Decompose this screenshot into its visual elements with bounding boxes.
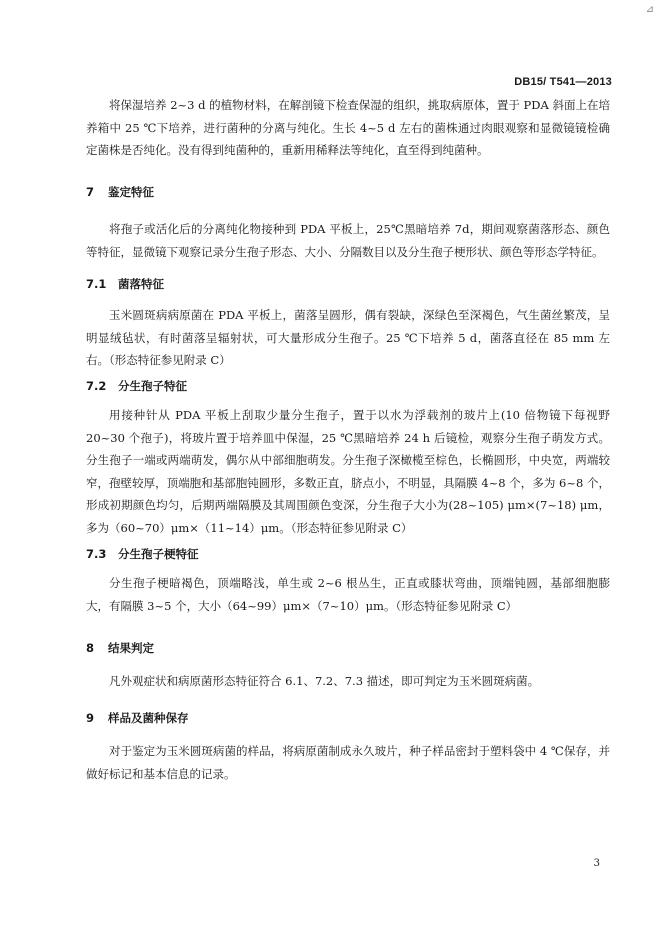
section-number: 7.3 bbox=[86, 547, 107, 561]
section-7-1-paragraph: 玉米圆斑病病原菌在 PDA 平板上，菌落呈圆形，偶有裂缺，深绿色至深褐色，气生菌丝繁茂，呈明显绒毡状，有时菌落呈辐射状，可大量形成分生孢子。25 ℃下培养 5 d，菌落直径在 85 mm 左右。（形态特征参见附录 C） bbox=[86, 308, 610, 367]
section-title: 分生孢子特征 bbox=[118, 379, 187, 393]
section-7-1-heading bbox=[86, 276, 164, 292]
section-number: 7 bbox=[86, 185, 95, 199]
intro-paragraph: 将保湿培养 2~3 d 的植物材料，在解剖镜下检查保湿的组织，挑取病原体，置于 PDA 斜面上在培养箱中 25 ℃下培养，进行菌种的分离与纯化。生长 4~5 d 左右的菌株通过肉眼观察和显微镜镜检确定菌株是否纯化。没有得到纯菌种的，重新用稀释法等纯化，直至得到纯菌种。 bbox=[86, 98, 610, 157]
section-title: 分生孢子梗特征 bbox=[118, 547, 199, 561]
section-title: 鉴定特征 bbox=[108, 185, 154, 199]
section-8-paragraph: 凡外观症状和病原菌形态特征符合 6.1、7.2、7.3 描述，即可判定为玉米圆斑病菌。 bbox=[109, 674, 540, 688]
section-number: 8 bbox=[86, 641, 95, 655]
section-7-paragraph: 将孢子或活化后的分离纯化物接种到 PDA 平板上，25℃黑暗培养 7d，期间观察菌落形态、颜色等特征，显微镜下观察记录分生孢子形态、大小、分隔数目以及分生孢子梗形状、颜色等形态学特征。 bbox=[86, 222, 610, 259]
section-7-2-paragraph: 用接种针从 PDA 平板上刮取少量分生孢子，置于以水为浮载剂的玻片上(10 倍物镜下每视野 20~30 个孢子)，将玻片置于培养皿中保湿，25 ℃黑暗培养 24 h 后镜检，观察分生孢子萌发方式。分生孢子一端或两端萌发，偶尔从中部细胞萌发。分生孢子深橄榄至棕色，长椭圆形，中央宽，两端较窄，孢壁较厚，顶端胞和基部胞钝圆形，多数正直，脐点小，不明显，具隔膜 4~8 个，多为 6~8 个，形成初期颜色均匀，后期两端隔膜及其周围颜色变深，分生孢子大小为(28~105) μm×(7~18) μm，多为（60~70）μm×（11~14）μm。（形态特征参见附录 C） bbox=[86, 408, 610, 535]
section-9-paragraph: 对于鉴定为玉米圆斑病菌的样品，将病原菌制成永久玻片，种子样品密封于塑料袋中 4 ℃保存，并做好标记和基本信息的记录。 bbox=[86, 744, 610, 781]
section-title: 样品及菌种保存 bbox=[108, 711, 189, 725]
section-number: 9 bbox=[86, 711, 95, 725]
section-9-heading bbox=[86, 710, 189, 726]
section-7-2-heading bbox=[86, 378, 187, 394]
section-7-heading bbox=[86, 184, 154, 200]
page-number: 3 bbox=[593, 858, 600, 869]
section-7-3-heading bbox=[86, 546, 199, 562]
standard-code-header: DB15/ T541—2013 bbox=[514, 76, 612, 88]
section-title: 结果判定 bbox=[108, 641, 154, 655]
section-8-heading bbox=[86, 640, 154, 656]
section-title: 菌落特征 bbox=[118, 277, 164, 291]
section-number: 7.2 bbox=[86, 379, 107, 393]
section-7-3-paragraph: 分生孢子梗暗褐色，顶端略浅，单生或 2~6 根丛生，正直或膝状弯曲，顶端钝圆，基部细胞膨大，有隔膜 3~5 个，大小（64~99）μm×（7~10）μm。（形态特征参见附录 C） bbox=[86, 576, 610, 613]
corner-mark: ⊿ bbox=[645, 4, 654, 15]
section-number: 7.1 bbox=[86, 277, 107, 291]
